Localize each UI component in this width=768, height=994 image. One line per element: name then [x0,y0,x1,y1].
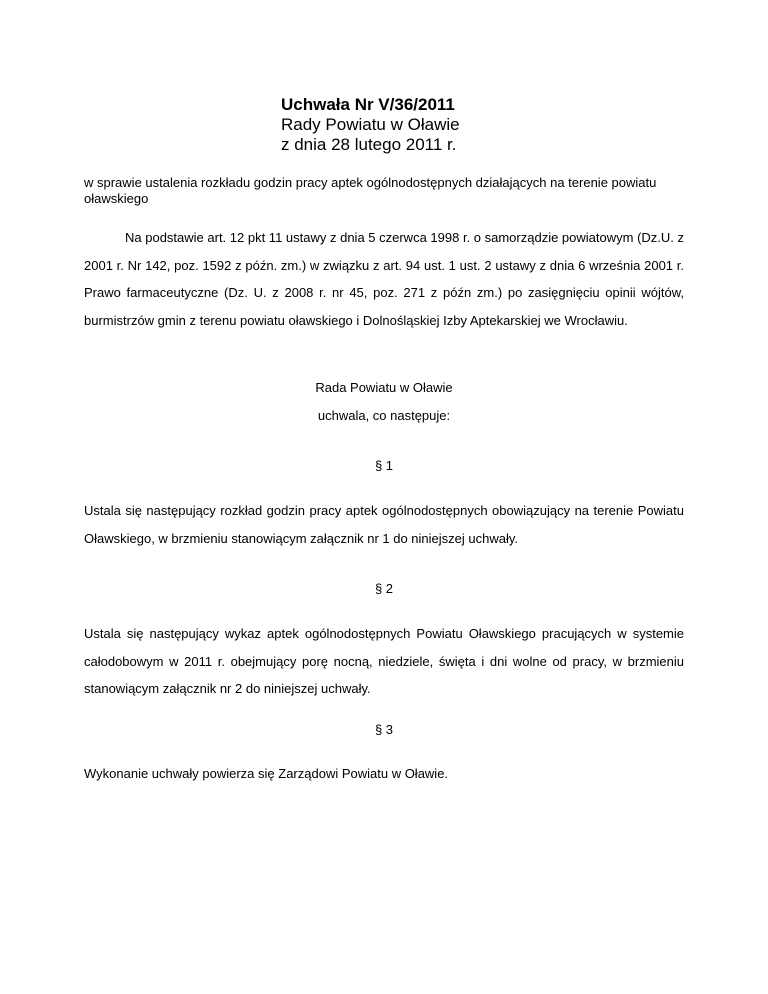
section-1-text: Ustala się następujący rozkład godzin pracy aptek ogólnodostępnych obowiązujący na terenie Powiatu Oławskiego, w brzmieniu stanowiącym załącznik nr 1 do niniejszej uchwały. [84,503,684,546]
resolution-date: z dnia 28 lutego 2011 r. [281,135,457,154]
document-title [281,95,460,155]
section-2-text: Ustala się następujący wykaz aptek ogólnodostępnych Powiatu Oławskiego pracujących w systemie całodobowym w 2011 r. obejmujący porę nocną, niedziele, święta i dni wolne od pracy, w brzmieniu stanowiącym załącznik nr 2 do niniejszej uchwały. [84,626,684,696]
section-3-text: Wykonanie uchwały powierza się Zarządowi Powiatu w Oławie. [84,766,449,781]
resolution-subject: w sprawie ustalenia rozkładu godzin pracy aptek ogólnodostępnych działających na terenie powiatu oławskiego [84,175,657,206]
legal-basis-paragraph: Na podstawie art. 12 pkt 11 ustawy z dnia 5 czerwca 1998 r. o samorządzie powiatowym (Dz.U. z 2001 r. Nr 142, poz. 1592 z późn. zm.) w związku z art. 94 ust. 1 ust. 2 ustawy z dnia 6 września 2001 r. Prawo farmaceutyczne (Dz. U. z 2008 r. nr 45, poz. 271 z późn zm.) po zasięgnięciu opinii wójtów, burmistrzów gmin z terenu powiatu oławskiego i Dolnośląskiej Izby Aptekarskiej we Wrocławiu. [84,230,685,328]
resolves-clause: uchwala, co następuje: [317,408,451,423]
section-2-heading: § 2 [374,581,394,596]
section-3-heading: § 3 [374,722,394,737]
resolution-formula [84,374,684,430]
resolution-number: Uchwała Nr V/36/2011 [281,95,455,114]
council-name: Rada Powiatu w Oławie [315,380,453,395]
section-1-heading: § 1 [374,458,394,473]
issuing-body: Rady Powiatu w Oławie [281,115,460,134]
